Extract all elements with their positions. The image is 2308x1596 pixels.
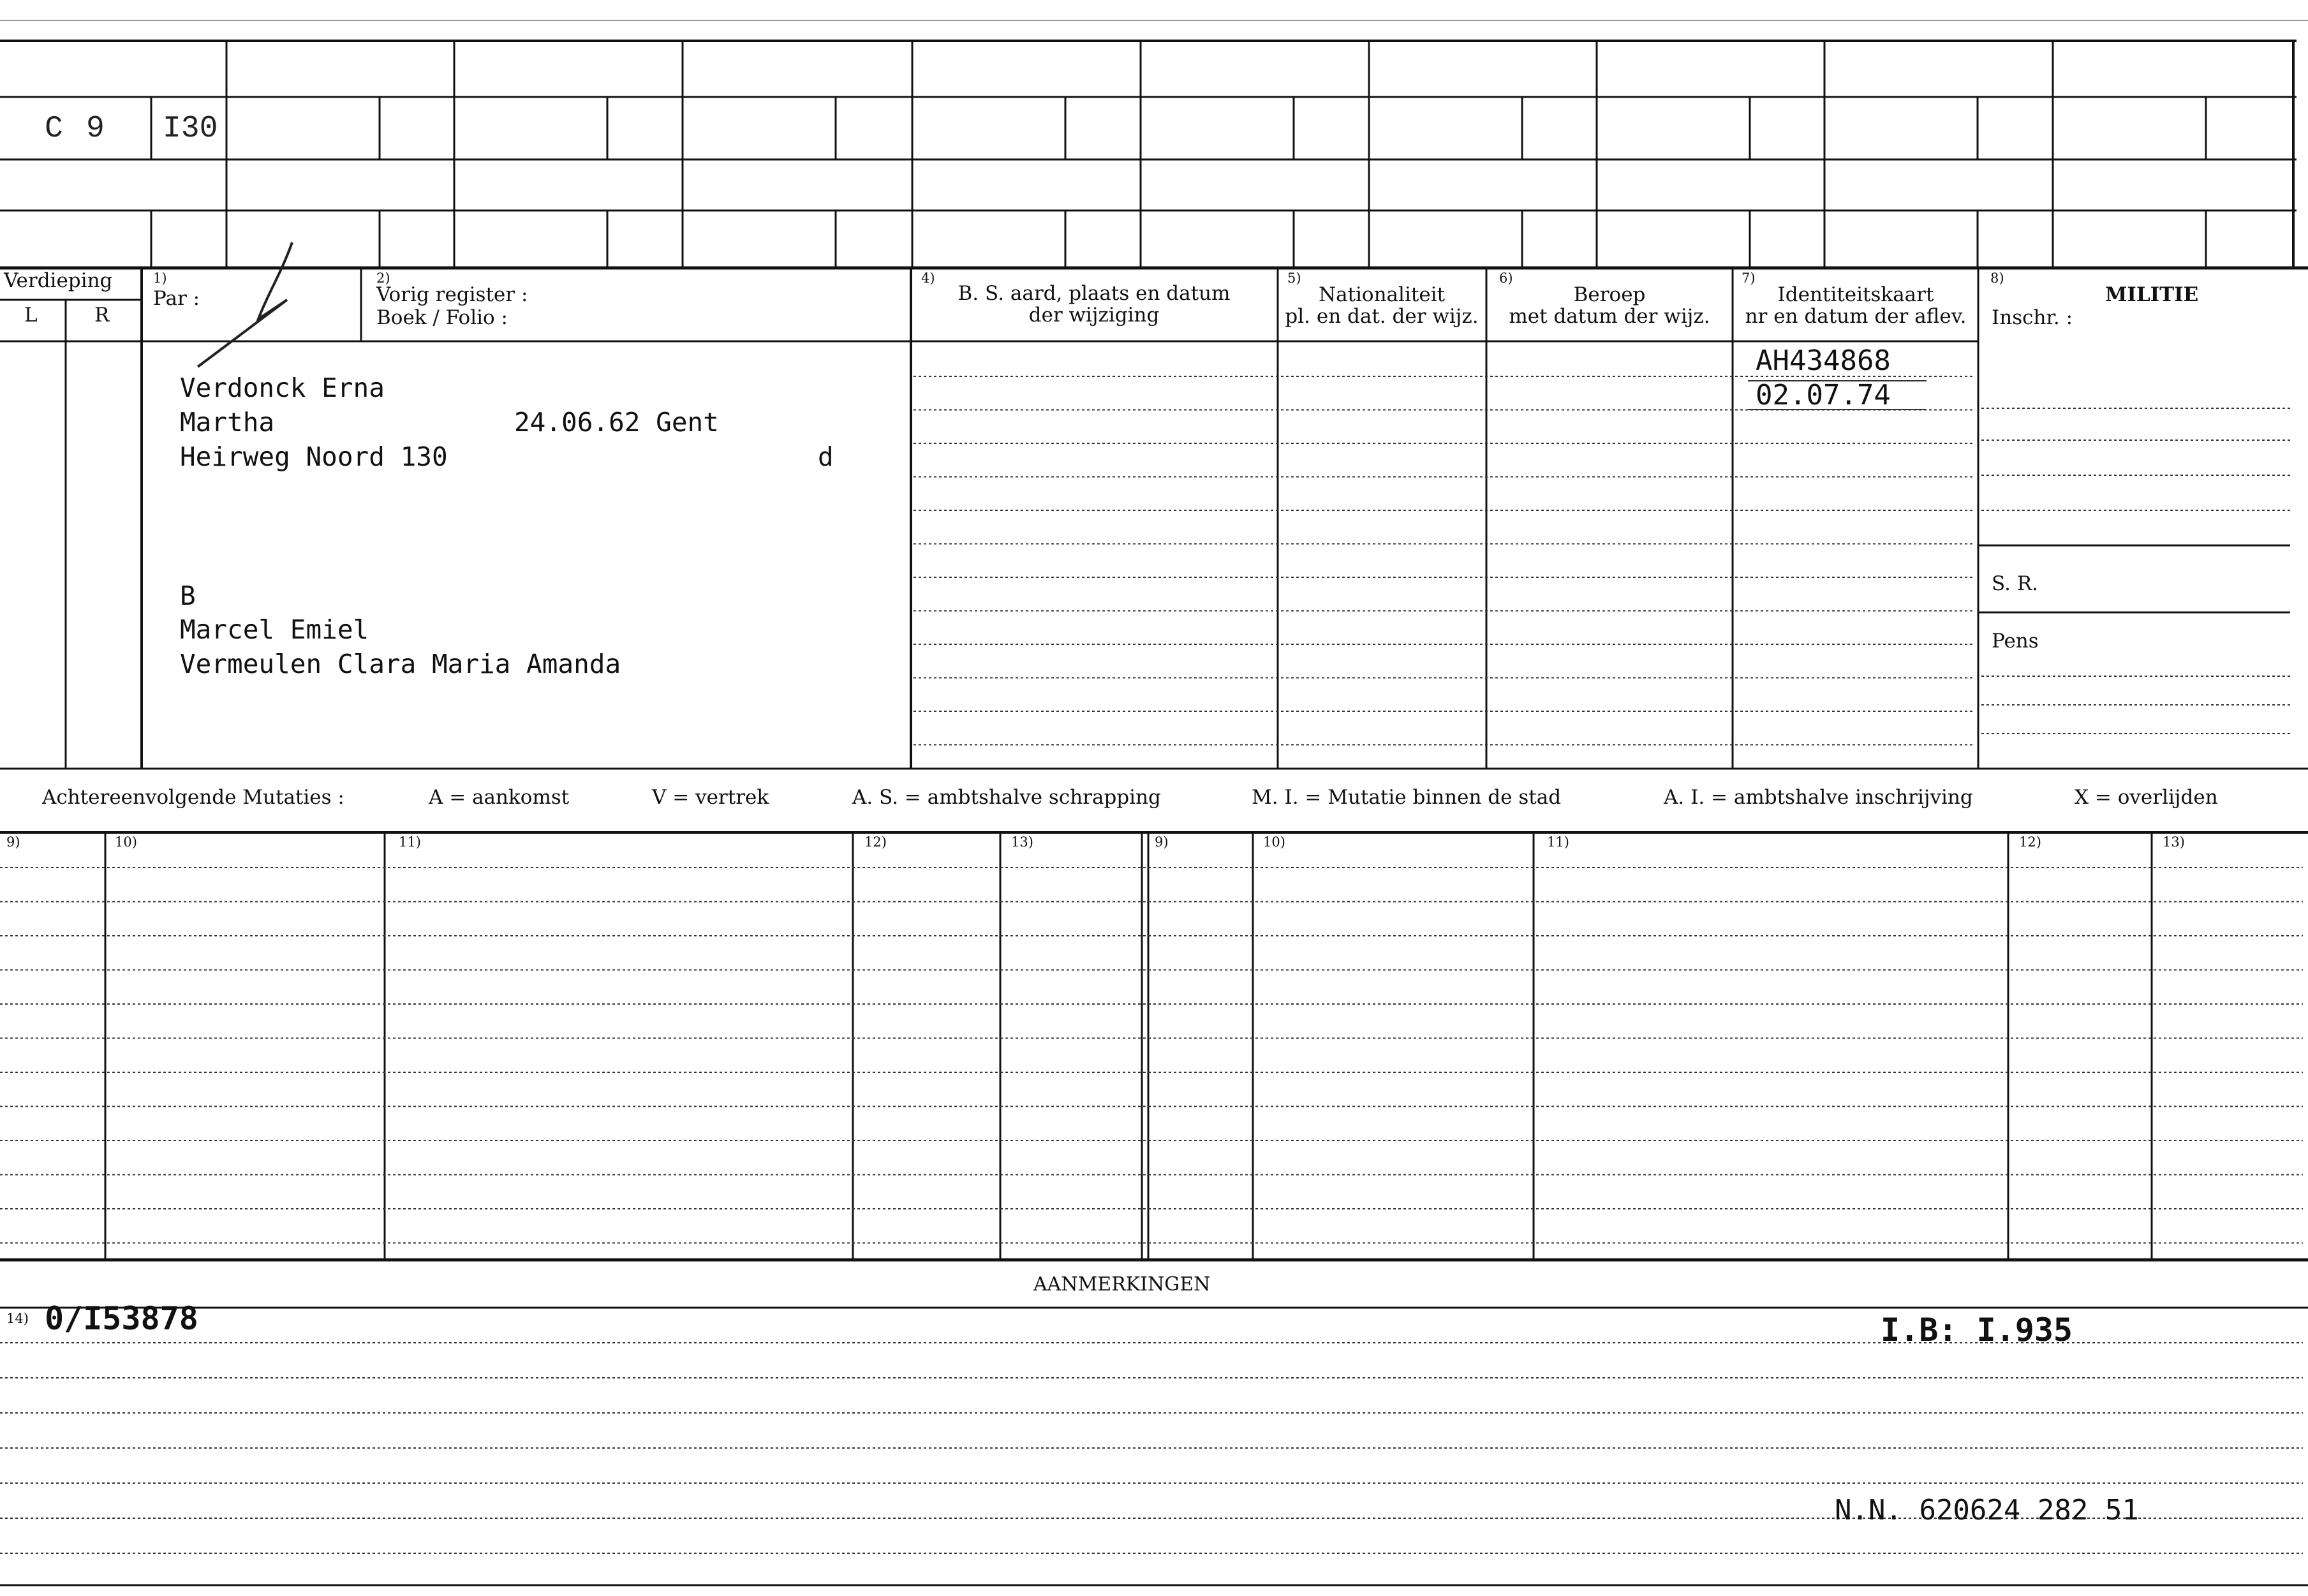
mutatie-col-13b: 13)	[2163, 834, 2185, 850]
nat-header-line1: Nationaliteit	[1318, 283, 1446, 306]
identity-card-date: 02.07.74	[1756, 379, 1891, 411]
militie-inschr-label: Inschr. :	[1992, 306, 2073, 329]
house-number: I30	[163, 112, 218, 146]
legend-overlijden: X = overlijden	[2075, 786, 2218, 809]
father-name: Marcel Emiel	[180, 614, 369, 645]
mutatie-col-11: 11)	[399, 834, 421, 850]
pens-label: Pens	[1992, 630, 2039, 653]
verdieping-header: Verdieping	[4, 269, 113, 292]
birth-date-place: 24.06.62 Gent	[514, 407, 719, 438]
mutatie-col-12: 12)	[864, 834, 887, 850]
id-number: 7)	[1742, 270, 1756, 286]
id-header-line2: nr en datum der aflev.	[1745, 305, 1967, 328]
legend-ambtshalve-inschrijving: A. I. = ambtshalve inschrijving	[1664, 786, 1973, 809]
ib-reference: I.B: I.935	[1881, 1312, 2073, 1348]
mutaties-title: Achtereenvolgende Mutaties :	[42, 786, 344, 809]
par-number: 1)	[153, 270, 167, 286]
person-name-line1: Verdonck Erna	[180, 373, 385, 403]
sr-label: S. R.	[1992, 572, 2039, 595]
floor-right-header: R	[94, 304, 110, 327]
vorig-number: 2)	[376, 270, 390, 286]
legend-ambtshalve-schrapping: A. S. = ambtshalve schrapping	[852, 786, 1161, 809]
militie-number: 8)	[1990, 270, 2004, 286]
legend-vertrek: V = vertrek	[652, 786, 769, 809]
beroep-header-line1: Beroep	[1573, 283, 1646, 306]
militie-title: MILITIE	[2105, 283, 2199, 306]
code-letter: C	[45, 112, 63, 146]
identity-card-number: AH434868	[1756, 344, 1891, 377]
bs-header-line1: B. S. aard, plaats en datum	[958, 282, 1231, 305]
status-marker: d	[818, 441, 834, 472]
mutatie-col-9: 9)	[6, 834, 20, 850]
mutatie-col-10: 10)	[115, 834, 137, 850]
beroep-number: 6)	[1499, 270, 1513, 286]
floor-left-header: L	[24, 304, 38, 327]
code-number: 9	[86, 112, 105, 146]
nat-number: 5)	[1287, 270, 1301, 286]
aanmerkingen-number: 14)	[6, 1311, 29, 1326]
id-header-line1: Identiteitskaart	[1777, 283, 1934, 306]
nat-header-line2: pl. en dat. der wijz.	[1285, 305, 1479, 328]
bs-header-line2: der wijziging	[1028, 304, 1160, 327]
legend-mutatie-binnen-stad: M. I. = Mutatie binnen de stad	[1252, 786, 1562, 809]
parent-code: B	[180, 580, 196, 611]
address: Heirweg Noord 130	[180, 441, 448, 472]
par-label: Par :	[153, 287, 200, 310]
aanmerkingen-title: AANMERKINGEN	[1033, 1273, 1211, 1296]
mother-name: Vermeulen Clara Maria Amanda	[180, 649, 621, 679]
vorig-register-label: Vorig register :	[376, 283, 528, 306]
mutatie-col-11b: 11)	[1547, 834, 1569, 850]
boek-folio-label: Boek / Folio :	[376, 306, 508, 329]
national-number: N.N. 620624 282 51	[1835, 1494, 2139, 1526]
beroep-header-line2: met datum der wijz.	[1509, 305, 1710, 328]
mutatie-col-9b: 9)	[1155, 834, 1169, 850]
handwritten-mark	[198, 242, 292, 367]
legend-aankomst: A = aankomst	[429, 786, 570, 809]
mutatie-col-12b: 12)	[2019, 834, 2041, 850]
bs-number: 4)	[921, 270, 935, 286]
reference-number: 0/I53878	[45, 1300, 198, 1337]
mutatie-col-13: 13)	[1011, 834, 1033, 850]
person-name-line2: Martha	[180, 407, 275, 438]
mutatie-col-10b: 10)	[1263, 834, 1285, 850]
